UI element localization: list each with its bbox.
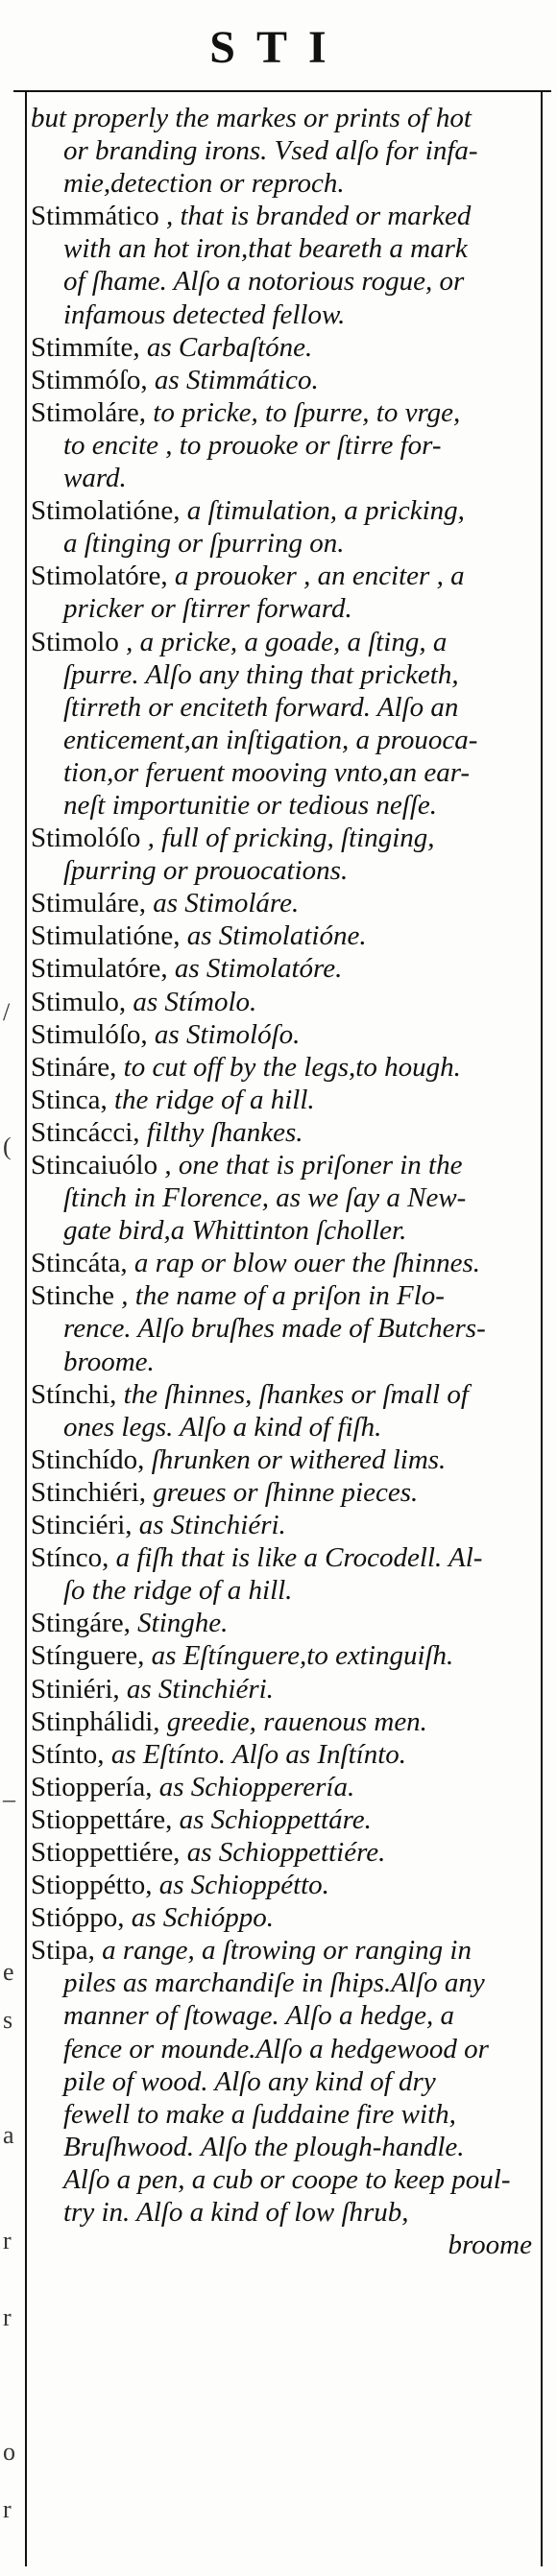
dictionary-entry	[29, 1901, 538, 1934]
dictionary-entry	[29, 1476, 538, 1509]
definition-text: broome	[448, 2230, 532, 2261]
definition-text: a ſtinging or ſpurring on.	[63, 528, 345, 560]
definition-text: to cut off by the legs,to hough.	[123, 1051, 461, 1083]
definition-text: ones legs. Alſo a kind of fiſh.	[63, 1411, 382, 1443]
dictionary-entry	[29, 1018, 538, 1051]
dictionary-entry	[29, 626, 538, 823]
definition-text: a range, a ſtrowing or ranging in	[102, 1935, 472, 1967]
definition-text: ſo the ridge of a hill.	[63, 1575, 293, 1607]
headword: Stimulóſo,	[31, 1018, 148, 1050]
entry-continuation-line	[29, 527, 538, 560]
dictionary-entry	[29, 1051, 538, 1084]
headword: Stínco,	[31, 1542, 109, 1574]
entry-continuation-line	[29, 691, 538, 724]
dictionary-entry	[29, 1247, 538, 1279]
definition-text: as Eſtínguere,to extinguiſh.	[151, 1640, 454, 1672]
headword: Stimulo,	[31, 986, 127, 1017]
definition-text: ward.	[63, 463, 127, 494]
entry-first-line	[29, 919, 538, 952]
headword: Stiniéri,	[31, 1673, 120, 1705]
definition-text: , the name of a priſon in Flo-	[121, 1280, 445, 1312]
dictionary-entry	[29, 102, 538, 200]
dictionary-entry	[29, 331, 538, 364]
margin-mark: r	[3, 2227, 12, 2254]
entry-first-line	[29, 952, 538, 985]
definition-text: as Carbaſtóne.	[146, 331, 313, 363]
headword: Stináre,	[31, 1051, 117, 1083]
dictionary-entry	[29, 1279, 538, 1377]
definition-text: fence or mounde.Alſo a hedgewood or	[63, 2033, 489, 2064]
definition-text: as Stimoláre.	[153, 888, 300, 919]
entry-first-line	[29, 1639, 538, 1672]
definition-text: as Eſtínto. Alſo as Inſtínto.	[110, 1738, 407, 1770]
headword: Stioppería,	[31, 1771, 153, 1802]
definition-text: as Stímolo.	[133, 986, 257, 1017]
entry-first-line	[29, 560, 538, 592]
definition-text: tion,or feruent mooving vnto,an ear-	[63, 756, 471, 788]
entry-first-line	[29, 1803, 538, 1836]
dictionary-entry	[29, 494, 538, 560]
entry-first-line	[29, 1607, 538, 1639]
entry-continuation-line	[29, 724, 538, 756]
definition-text: as Stimmático.	[154, 364, 319, 395]
definition-text: neſt importunitie or tedious neſſe.	[63, 789, 438, 821]
headword: Stimolatióne,	[31, 495, 181, 527]
entry-first-line	[29, 331, 538, 364]
headword: Stimoláre,	[31, 396, 147, 428]
entry-first-line	[29, 1443, 538, 1476]
definition-text: greedie, rauenous men.	[166, 1705, 427, 1737]
definition-text: as Schióppo.	[131, 1902, 274, 1934]
entry-continuation-line	[29, 1312, 538, 1345]
entry-first-line	[29, 1934, 538, 1967]
headword: Stimulatóre,	[31, 953, 168, 985]
dictionary-entry	[29, 200, 538, 330]
margin-mark: (	[3, 1133, 12, 1160]
entry-continuation-line	[29, 658, 538, 691]
headword: Stimmático	[31, 201, 159, 232]
entry-continuation-line	[29, 854, 538, 887]
dictionary-entry	[29, 1084, 538, 1116]
definition-text: the ridge of a hill.	[114, 1084, 315, 1115]
definition-text: rence. Alſo bruſhes made of Butchers-	[63, 1313, 486, 1345]
dictionary-entry	[29, 1738, 538, 1771]
entry-continuation-line	[29, 1411, 538, 1443]
margin-mark: a	[3, 2121, 14, 2149]
definition-text: infamous detected fellow.	[63, 298, 346, 330]
definition-text: as Stinchiéri.	[138, 1510, 286, 1541]
definition-text: as Schioppettiére.	[186, 1836, 386, 1868]
definition-text: Stinghe.	[137, 1608, 229, 1639]
definition-text: , one that is priſoner in the	[164, 1150, 463, 1181]
definition-text: mie,detection or reproch.	[63, 168, 345, 200]
headword: Stincácci,	[31, 1116, 140, 1148]
definition-text: as Stimolatióne.	[186, 920, 367, 952]
margin-mark: /	[3, 998, 11, 1026]
entry-continuation-line	[29, 592, 538, 625]
definition-text: pile of wood. Alſo any kind of dry	[63, 2065, 436, 2097]
definition-text: as Stimolóſo.	[154, 1018, 301, 1050]
entry-first-line	[29, 102, 538, 134]
entry-first-line	[29, 364, 538, 396]
dictionary-entry	[29, 1541, 538, 1607]
dictionary-entry	[29, 952, 538, 985]
headword: Stioppettiére,	[31, 1836, 181, 1868]
margin-mark: o	[3, 2438, 15, 2466]
definition-text: , a pricke, a goade, a ſting, a	[126, 626, 448, 657]
column-rule-right	[541, 92, 543, 2566]
header-rule	[13, 90, 551, 92]
dictionary-entry	[29, 1378, 538, 1443]
margin-mark: r	[3, 2303, 12, 2331]
entry-first-line	[29, 1705, 538, 1738]
page-header: STI	[209, 22, 348, 73]
dictionary-entry	[29, 1771, 538, 1803]
headword: Stinphálidi,	[31, 1705, 160, 1737]
entry-continuation-line	[29, 2131, 538, 2163]
headword: Stincáta,	[31, 1248, 128, 1279]
dictionary-entry	[29, 1673, 538, 1705]
entry-continuation-line	[29, 1181, 538, 1214]
definition-text: filthy ſhankes.	[146, 1116, 303, 1148]
headword: Stínguere,	[31, 1640, 145, 1672]
entry-first-line	[29, 200, 538, 232]
dictionary-entry	[29, 1869, 538, 1901]
entry-first-line	[29, 1018, 538, 1051]
headword: Stínchi,	[31, 1378, 117, 1410]
entry-continuation-line	[29, 134, 538, 167]
entry-first-line	[29, 1836, 538, 1869]
definition-text: broome.	[63, 1346, 155, 1377]
entry-continuation-line	[29, 232, 538, 265]
entry-continuation-line	[29, 2196, 538, 2229]
definition-text: to encite , to prouoke or ſtirre for-	[63, 429, 442, 461]
definition-text: ſtinch in Florence, as we ſay a New-	[63, 1182, 467, 1214]
entry-continuation-line	[29, 265, 538, 298]
headword: Stióppo,	[31, 1902, 125, 1934]
dictionary-entry	[29, 1607, 538, 1639]
headword: Stínto,	[31, 1738, 105, 1770]
definition-text: ſpurre. Alſo any thing that pricketh,	[63, 658, 459, 690]
headword: Stinchído,	[31, 1443, 145, 1475]
headword: Stingáre,	[31, 1608, 131, 1639]
dictionary-entry	[29, 1803, 538, 1836]
entry-first-line	[29, 1378, 538, 1411]
column-rule-left	[25, 92, 27, 2566]
definition-text: manner of ſtowage. Alſo a hedge, a	[63, 2000, 455, 2032]
headword: Stimmíte,	[31, 331, 140, 363]
entry-continuation-line	[29, 1574, 538, 1607]
entry-first-line	[29, 1901, 538, 1934]
entry-first-line	[29, 887, 538, 919]
headword: Stimolóſo	[31, 823, 141, 854]
entry-first-line	[29, 1738, 538, 1771]
entry-first-line	[29, 396, 538, 429]
margin-mark: r	[3, 2495, 12, 2523]
dictionary-entry	[29, 396, 538, 494]
entry-first-line	[29, 1771, 538, 1803]
headword: Stimulatióne,	[31, 920, 181, 952]
entry-continuation-line	[29, 1346, 538, 1378]
headword: Stinca,	[31, 1084, 108, 1115]
entry-first-line	[29, 986, 538, 1018]
definition-text: to pricke, to ſpurre, to vrge,	[153, 396, 461, 428]
entry-first-line	[29, 1116, 538, 1149]
definition-text: ſtirreth or enciteth forward. Alſo an	[63, 691, 459, 723]
entry-first-line	[29, 1673, 538, 1705]
entry-first-line	[29, 1869, 538, 1901]
dictionary-entry	[29, 364, 538, 396]
dictionary-column	[29, 102, 538, 2559]
entry-first-line	[29, 626, 538, 658]
headword: Stinche	[31, 1280, 114, 1312]
definition-text: ſhrunken or withered lims.	[151, 1443, 447, 1475]
dictionary-entry	[29, 887, 538, 919]
entry-continuation-line	[29, 462, 538, 494]
entry-continuation-line	[29, 298, 538, 331]
entry-first-line	[29, 1541, 538, 1574]
definition-text: Alſo a pen, a cub or coope to keep poul-	[63, 2163, 511, 2195]
definition-text: as Stimolatóre.	[174, 953, 343, 985]
entry-first-line	[29, 1084, 538, 1116]
definition-text: a fiſh that is like a Crocodell. Al-	[115, 1542, 483, 1574]
entry-first-line	[29, 1149, 538, 1181]
definition-text: gate bird,a Whittinton ſcholler.	[63, 1215, 407, 1247]
dictionary-entry	[29, 560, 538, 625]
entry-first-line	[29, 1476, 538, 1509]
headword: Stioppétto,	[31, 1870, 153, 1901]
entry-continuation-line	[29, 2033, 538, 2065]
definition-text: enticement,an inſtigation, a prouoca-	[63, 724, 478, 755]
dictionary-entry	[29, 1639, 538, 1672]
definition-text: or branding irons. Vsed alſo for infa-	[63, 135, 478, 167]
definition-text: of ſhame. Alſo a notorious rogue, or	[63, 266, 465, 298]
entry-continuation-line	[29, 789, 538, 822]
definition-text: a rap or blow ouer the ſhinnes.	[133, 1248, 481, 1279]
margin-mark: s	[3, 2006, 13, 2034]
dictionary-entry	[29, 822, 538, 887]
definition-text: Bruſhwood. Alſo the plough-handle.	[63, 2131, 465, 2162]
definition-text: a ſtimulation, a pricking,	[186, 495, 465, 527]
margin-mark: –	[3, 1785, 15, 1813]
headword: Stinciéri,	[31, 1510, 133, 1541]
definition-text: , full of pricking, ſtinging,	[147, 823, 435, 854]
dictionary-entry	[29, 986, 538, 1018]
headword: Stimuláre,	[31, 888, 147, 919]
entry-continuation-line	[29, 1967, 538, 1999]
entry-continuation-line	[29, 2098, 538, 2131]
headword: Stioppettáre,	[31, 1803, 173, 1835]
dictionary-entry	[29, 1705, 538, 1738]
entry-continuation-line	[29, 2163, 538, 2196]
definition-text: fewell to make a ſuddaine fire with,	[63, 2098, 456, 2130]
entry-continuation-line	[29, 2065, 538, 2098]
headword: Stipa,	[31, 1935, 95, 1967]
definition-text: pricker or ſtirrer forward.	[63, 593, 352, 625]
definition-text: but properly the markes or prints of hot	[31, 103, 472, 133]
entry-continuation-line	[29, 756, 538, 789]
definition-text: as Schioppétto.	[158, 1870, 329, 1901]
entry-continuation-line	[29, 1214, 538, 1247]
dictionary-entry	[29, 1149, 538, 1247]
definition-text: as Schioppettáre.	[179, 1803, 372, 1835]
definition-text: a prouoker , an enciter , a	[174, 561, 465, 592]
dictionary-entry	[29, 1509, 538, 1541]
entry-first-line	[29, 1051, 538, 1084]
entry-first-line	[29, 1279, 538, 1312]
entry-continuation-line	[29, 2229, 538, 2261]
margin-mark: e	[3, 1958, 14, 1986]
entry-first-line	[29, 1247, 538, 1279]
headword: Stincaiuólo	[31, 1150, 158, 1181]
dictionary-entry	[29, 919, 538, 952]
definition-text: greues or ſhinne pieces.	[153, 1476, 419, 1508]
definition-text: ſpurring or prouocations.	[63, 855, 349, 887]
dictionary-entry	[29, 1836, 538, 1869]
dictionary-entry	[29, 1443, 538, 1476]
entry-first-line	[29, 822, 538, 854]
definition-text: as Stinchiéri.	[126, 1673, 274, 1705]
headword: Stimolatóre,	[31, 561, 168, 592]
entry-first-line	[29, 494, 538, 527]
definition-text: , that is branded or marked	[165, 201, 472, 232]
definition-text: try in. Alſo a kind of low ſhrub,	[63, 2197, 409, 2228]
headword: Stinchiéri,	[31, 1476, 147, 1508]
definition-text: as Schiopperería.	[158, 1771, 355, 1802]
dictionary-entry	[29, 1934, 538, 2261]
definition-text: piles as marchandiſe in ſhips.Alſo any	[63, 1968, 485, 1999]
dictionary-entry	[29, 1116, 538, 1149]
headword: Stimmóſo,	[31, 364, 148, 395]
entry-first-line	[29, 1509, 538, 1541]
entry-continuation-line	[29, 1999, 538, 2032]
entry-continuation-line	[29, 167, 538, 200]
definition-text: the ſhinnes, ſhankes or ſmall of	[123, 1378, 469, 1410]
definition-text: with an hot iron,that beareth a mark	[63, 233, 468, 265]
headword: Stimolo	[31, 626, 119, 657]
entry-continuation-line	[29, 429, 538, 462]
